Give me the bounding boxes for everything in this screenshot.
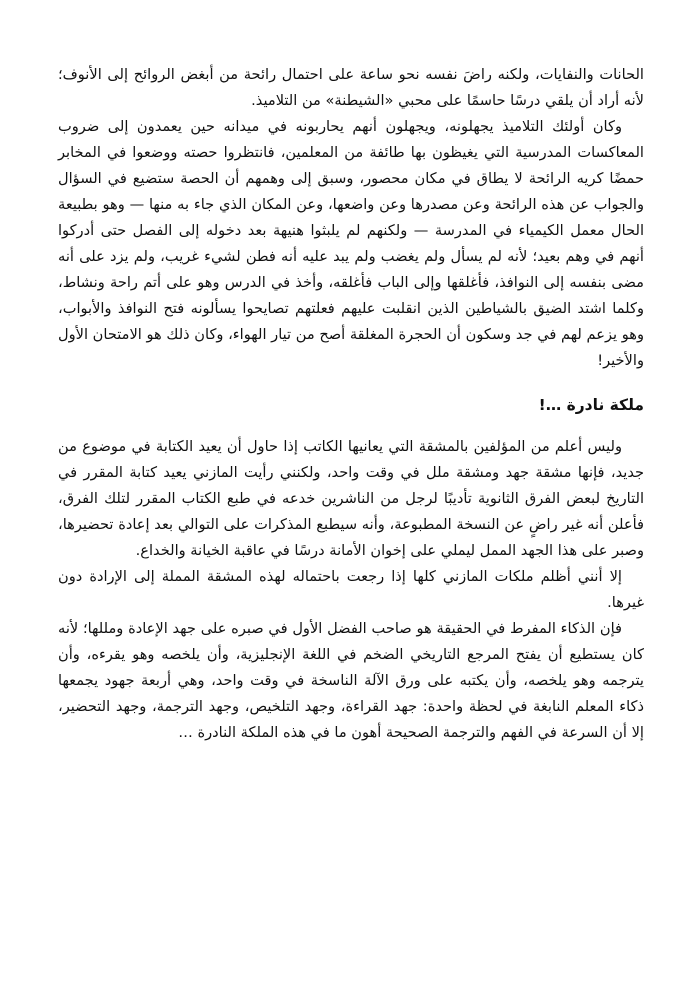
book-page xyxy=(58,62,644,746)
paragraph-students-trick: وكان أولئك التلاميذ يجهلونه، ويجهلون أنهم يحاربونه في ميدانه حين يعمدون إلى ضروب المعاكسات المدرسية التي يغيظون بها طائفة من المعلمين، فانتظروا حصته ووضعوا في المخابر حمضًا كريه الرائحة لا يطاق في مكان محصور، وسبق إلى وهمهم أن الحصة ستضيع في السؤال والجواب عن هذه الرائحة وعن مصدرها وعن واضعها، وعن المكان الذي جاء به منها — وهو بطبيعة الحال معمل الكيمياء في المدرسة — ولكنهم لم يلبثوا هنيهة بعد دخوله إلى الفصل حتى أدركوا أنهم في وهم بعيد؛ لأنه لم يسأل ولم يغضب ولم يبد عليه أنه فطن لشيء غريب، ولم يزد على أنه مضى بنفسه إلى النوافذ، فأغلقها وإلى الباب فأغلقه، وأخذ في الدرس وهو على أتم راحة ونشاط، وكلما اشتد الضيق بالشياطين الذين انقلبت عليهم فعلتهم تصايحوا يسألونه فتح النوافذ والأبواب، وهو يزعم لهم في جد وسكون أن الحجرة المغلقة أصح من تيار الهواء، وكان ذلك هو الامتحان الأول والأخير! xyxy=(58,118,644,369)
section-school-story xyxy=(58,62,644,374)
paragraph-intelligence: فإن الذكاء المفرط في الحقيقة هو صاحب الفضل الأول في صبره على جهد الإعادة ومللها؛ لأنه كان يستطيع أن يفتح المرجع التاريخي الضخم في اللغة الإنجليزية، وأن يلخصه وهو يقرءه، وأن يترجمه وهو يلخصه، وأن يكتبه على ورق الآلة الناسخة في وقت واحد، وهي أربعة جهود يجمعها ذكاء المعلم النابغة في لحظة واحدة: جهد القراءة، وجهد التلخيص، وجهد الترجمة، وجهد التحضير، إلا أن السرعة في الفهم والترجمة الصحيحة أهون ما في هذه الملكة النادرة … xyxy=(58,620,644,741)
section-rare-faculty xyxy=(58,434,644,746)
section-heading: ملكة نادرة …! xyxy=(538,396,644,414)
paragraph-rewriting-effort: وليس أعلم من المؤلفين بالمشقة التي يعانيها الكاتب إذا حاول أن يعيد الكتابة في موضوع من جديد، فإنها مشقة جهد ومشقة ملل في وقت واحد، ولكنني رأيت المازني يعيد كتابة المقرر في التاريخ لبعض الفرق الثانوية تأديبًا لرجل من الناشرين خدعه في طبع الكتاب المقرر لتلك الفرق، فأعلن أنه غير راضٍ عن النسخة المطبوعة، وأنه سيطبع المذكرات على التوالي بعد إعادة تحضيرها، وصبر على هذا الجهد الممل ليملي على إخوان الأمانة درسًا في عاقبة الخيانة والخداع. xyxy=(58,438,644,559)
paragraph-will-alone: إلا أنني أظلم ملكات المازني كلها إذا رجعت باحتماله لهذه المشقة المملة إلى الإرادة دون غيرها. xyxy=(58,568,644,611)
paragraph-continuation: الحانات والنفايات، ولكنه راضَ نفسه نحو ساعة على احتمال رائحة من أبغض الروائح إلى الأنوف؛ لأنه أراد أن يلقي درسًا حاسمًا على محبي «الشيطنة» من التلاميذ. xyxy=(58,66,644,109)
